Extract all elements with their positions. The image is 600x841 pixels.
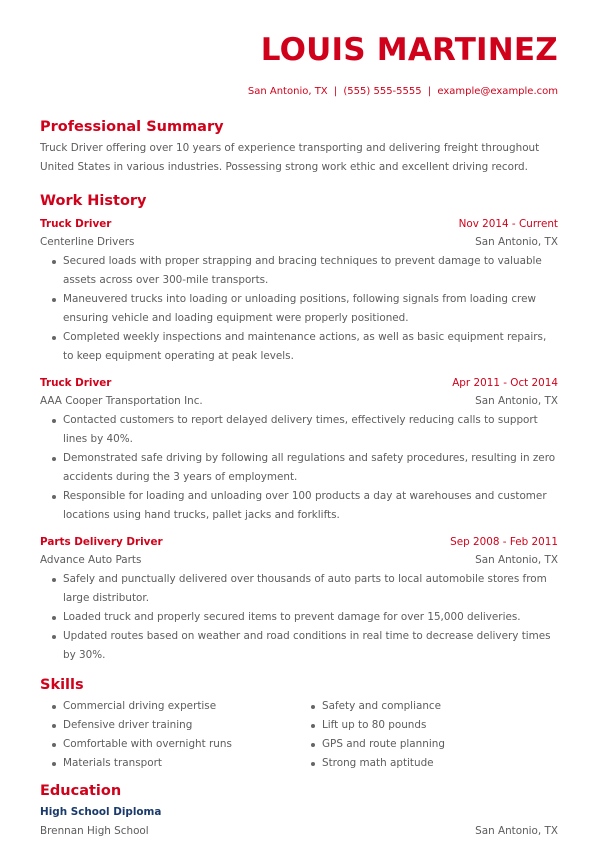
job-location: San Antonio, TX [475, 554, 558, 566]
job-dates: Nov 2014 - Current [458, 218, 558, 230]
job-entry [40, 533, 558, 665]
job-title: Truck Driver [40, 218, 112, 230]
skills-column-right [299, 697, 558, 773]
contact-phone: (555) 555-5555 [343, 86, 422, 97]
education-degree: High School Diploma [40, 806, 162, 818]
bullet-item: Completed weekly inspections and maintenance actions, as well as basic equipment repairs, to keep equipment operating at peak levels. [51, 328, 558, 366]
summary-text: Truck Driver offering over 10 years of experience transporting and delivering freight throughout United States in various industries. Possessing strong work ethic and excellent driving record. [40, 142, 540, 173]
section-title-skills: Skills [40, 677, 84, 693]
skill-item: Defensive driver training [51, 716, 299, 735]
bullet-item: Loaded truck and properly secured items to prevent damage for over 15,000 deliveries. [51, 608, 558, 627]
skill-item: Materials transport [51, 754, 299, 773]
skill-item: Comfortable with overnight runs [51, 735, 299, 754]
bullet-item: Safely and punctually delivered over thousands of auto parts to local automobile stores from large distributor. [51, 570, 558, 608]
candidate-name: LOUIS MARTINEZ [260, 32, 558, 68]
section-title-summary: Professional Summary [40, 119, 224, 135]
skill-item: Commercial driving expertise [51, 697, 299, 716]
job-company: Advance Auto Parts [40, 554, 142, 566]
skill-item: Strong math aptitude [310, 754, 558, 773]
contact-separator: | [427, 86, 432, 97]
job-company: Centerline Drivers [40, 236, 135, 248]
skill-item: GPS and route planning [310, 735, 558, 754]
job-title: Parts Delivery Driver [40, 536, 163, 548]
section-title-work-history: Work History [40, 193, 147, 209]
job-entry [40, 374, 558, 525]
job-location: San Antonio, TX [475, 395, 558, 407]
section-title-education: Education [40, 783, 122, 799]
contact-separator: | [333, 86, 338, 97]
skill-item: Lift up to 80 pounds [310, 716, 558, 735]
skill-item: Safety and compliance [310, 697, 558, 716]
job-location: San Antonio, TX [475, 236, 558, 248]
education-location: San Antonio, TX [475, 825, 558, 837]
skills-column-left [40, 697, 299, 773]
bullet-item: Demonstrated safe driving by following all regulations and safety procedures, resulting in zero accidents during the 3 years of employment. [51, 449, 558, 487]
education-school: Brennan High School [40, 825, 149, 837]
bullet-item: Secured loads with proper strapping and bracing techniques to prevent damage to valuable assets across over 300-mile transports. [51, 252, 558, 290]
job-dates: Apr 2011 - Oct 2014 [452, 377, 558, 389]
contact-email[interactable]: example@example.com [437, 86, 558, 97]
bullet-item: Responsible for loading and unloading over 100 products a day at warehouses and customer locations using hand trucks, pallet jacks and forklifts. [51, 487, 558, 525]
job-bullets [40, 570, 558, 665]
bullet-item: Updated routes based on weather and road conditions in real time to decrease delivery times by 30%. [51, 627, 558, 665]
job-title: Truck Driver [40, 377, 112, 389]
bullet-item: Contacted customers to report delayed delivery times, effectively reducing calls to support lines by 40%. [51, 411, 558, 449]
skills-grid [40, 697, 558, 773]
job-entry [40, 215, 558, 366]
contact-line [40, 85, 558, 99]
contact-location: San Antonio, TX [247, 86, 328, 97]
job-bullets [40, 252, 558, 366]
job-dates: Sep 2008 - Feb 2011 [450, 536, 558, 548]
bullet-item: Maneuvered trucks into loading or unloading positions, following signals from loading crew ensuring vehicle and loading equipment were properly positioned. [51, 290, 558, 328]
resume-header [40, 0, 558, 99]
job-company: AAA Cooper Transportation Inc. [40, 395, 203, 407]
job-bullets [40, 411, 558, 525]
